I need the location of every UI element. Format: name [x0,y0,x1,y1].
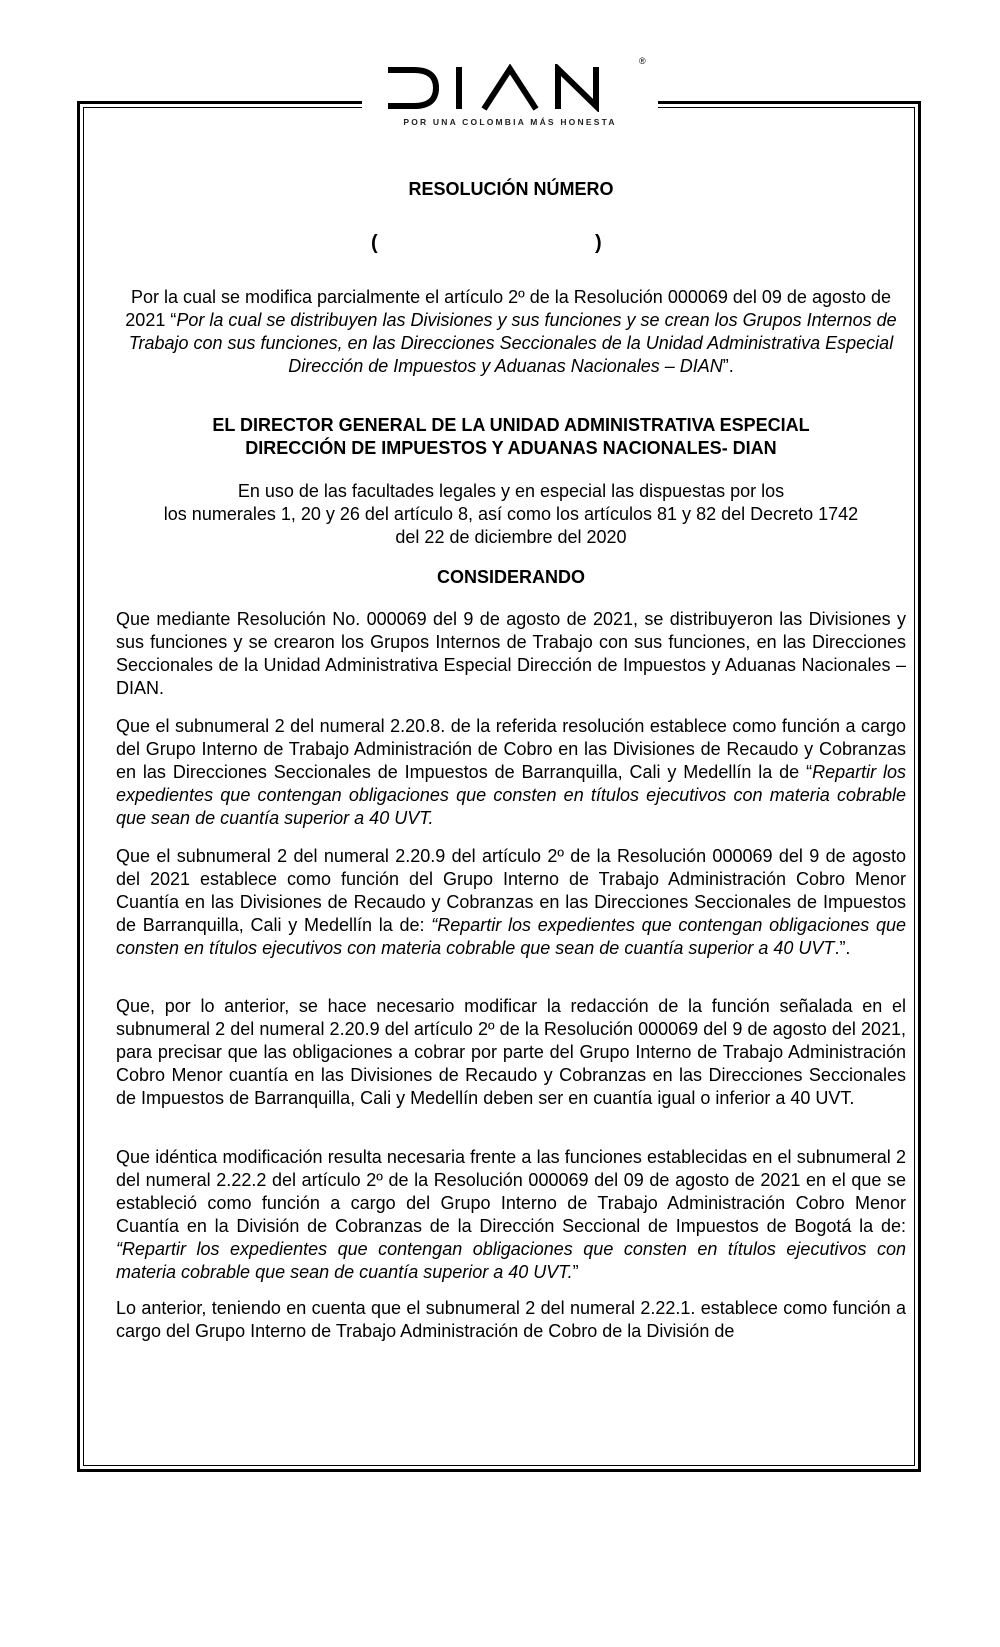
dian-wordmark-icon [384,64,636,112]
paragraph-3-text: Que el subnumeral 2 del numeral 2.20.9 del artículo 2º de la Resolución 000069 del 9 de agosto del 2021 establece como función del Grupo Interno de Trabajo Administración Cobro Menor Cuantía en las Divisiones de Recaudo y Cobranzas en las Direcciones Seccionales de Impuestos de Barranquilla, Cali y Medellín la de: [116,846,906,935]
paragraph-3-quote: “Repartir los expedientes que contengan obligaciones que consten en títulos ejecutivos con materia cobrable que sean de cuantía superior a 40 UVT [116,915,906,958]
paragraph-1: Que mediante Resolución No. 000069 del 9 de agosto de 2021, se distribuyeron las Divisiones y sus funciones y se crearon los Grupos Internos de Trabajo con sus funciones, en las Direcciones Seccionales de la Unidad Administrativa Especial Dirección de Impuestos y Aduanas Nacionales – DIAN. [116,609,906,698]
number-open-paren: ( [371,232,378,254]
powers-line-3: del 22 de diciembre del 2020 [395,527,627,547]
paragraph-4: Que, por lo anterior, se hace necesario modificar la redacción de la función señalada en el subnumeral 2 del numeral 2.20.9 del artículo 2º de la Resolución 000069 del 9 de agosto del 2021, para precisar que las obligaciones a cobrar por parte del Grupo Interno de Trabajo Administración Cobro Menor cuantía en las Divisiones de Recaudo y Cobranzas en las Direcciones Seccionales de Impuestos de Barranquilla, Cali y Medellín deben ser en cuantía igual o inferior a 40 UVT. [116,996,906,1108]
paragraph-5-quote: “Repartir los expedientes que contengan obligaciones que consten en títulos ejecutivos con materia cobrable que sean de cuantía superior a 40 UVT. [116,1239,906,1282]
paragraph-3 [116,845,906,960]
number-close-paren: ) [595,232,602,254]
resolution-title: RESOLUCIÓN NÚMERO [408,179,614,199]
subject-suffix: ”. [722,356,734,376]
authority-line-1: EL DIRECTOR GENERAL DE LA UNIDAD ADMINISTRATIVA ESPECIAL [212,415,810,435]
powers-text [116,480,906,549]
paragraph-5 [116,1146,906,1284]
authority-line-2: DIRECCIÓN DE IMPUESTOS Y ADUANAS NACIONALES- DIAN [245,438,777,458]
subject-prefix: Por la cual se modifica parcialmente el artículo 2º de la Resolución 000069 del 09 de agosto de 2021 “ [125,287,892,330]
paragraph-6: Lo anterior, teniendo en cuenta que el subnumeral 2 del numeral 2.22.1. establece como función a cargo del Grupo Interno de Trabajo Administración de Cobro de la División de [116,1298,906,1341]
paragraph-2-text: Que el subnumeral 2 del numeral 2.20.8. de la referida resolución establece como función a cargo del Grupo Interno de Trabajo Administración de Cobro en las Divisiones de Recaudo y Cobranzas en las Direcciones Seccionales de Impuestos de Barranquilla, Cali y Medellín la de “ [116,716,906,782]
resolution-subject [116,286,906,378]
dian-logo [362,56,658,136]
logo-tagline: POR UNA COLOMBIA MÁS HONESTA [403,117,617,127]
paragraph-5-text: Que idéntica modificación resulta necesaria frente a las funciones establecidas en el subnumeral 2 del numeral 2.22.2 del artículo 2º de la Resolución 000069 del 09 de agosto de 2021 en el que se estableció como función a cargo del Grupo Interno de Trabajo Administración Cobro Menor Cuantía en la División de Cobranzas de la Dirección Seccional de Impuestos de Bogotá la de: [116,1147,906,1236]
powers-line-2: los numerales 1, 20 y 26 del artículo 8, así como los artículos 81 y 82 del Decreto 1742 [163,504,859,524]
considerando-heading: CONSIDERANDO [436,567,585,587]
paragraph-2 [116,715,906,830]
paragraph-2-quote: Repartir los expedientes que contengan obligaciones que consten en títulos ejecutivos con materia cobrable que sean de cuantía superior a 40 UVT. [116,762,907,828]
authority-heading [116,414,906,460]
powers-line-1: En uso de las facultades legales y en especial las dispuestas por los [237,481,785,501]
subject-italic: Por la cual se distribuyen las Divisiones y sus funciones y se crean los Grupos Internos de Trabajo con sus funciones, en las Direcciones Seccionales de la Unidad Administrativa Especial Dirección de Impuestos y Aduanas Nacionales – DIAN [128,310,897,376]
paragraph-3-end: .”. [834,938,851,958]
paragraph-5-end: ” [572,1262,579,1282]
registered-mark: ® [639,56,646,66]
